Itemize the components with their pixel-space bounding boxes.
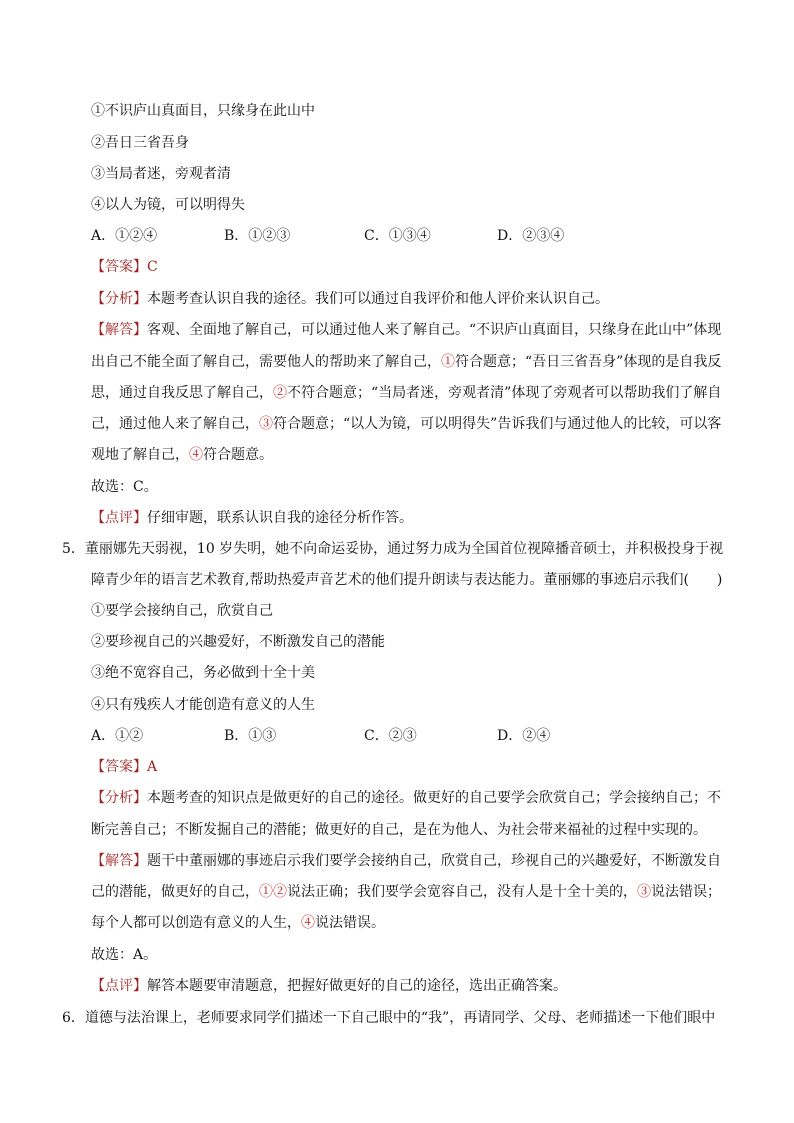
q4-comment — [91, 508, 413, 528]
answer-value: A — [147, 759, 158, 775]
q4-item-2: ②吾日三省吾身 — [91, 135, 189, 151]
solution-text: 符合题意。 — [203, 447, 273, 463]
solution-marker: ④ — [301, 915, 315, 931]
q4-item-1: ①不识庐山真面目，只缘身在此山中 — [91, 103, 315, 119]
q4-analysis — [91, 289, 609, 309]
q5-option-d: D．②④ — [497, 728, 551, 744]
q4-option-a: A．①②④ — [91, 228, 158, 244]
q5-option-c: C．②③ — [364, 728, 417, 744]
solution-text: 符合题意；“吾日三省吾身”体现的是自我反 — [455, 354, 722, 370]
solution-text: 符合题意；“以人为镜，可以明得失”告诉我们与通过他人的比较，可以客 — [273, 416, 722, 432]
q5-item-1: ①要学会接纳自己，欣赏自己 — [91, 603, 273, 619]
analysis-tag: 【分析】 — [91, 790, 147, 806]
solution-marker: ③ — [259, 416, 273, 432]
q5-analysis-line-1 — [91, 788, 721, 808]
solution-text: 每个人都可以创造有意义的人生， — [91, 915, 301, 931]
q5-item-2: ②要珍视自己的兴趣爱好，不断激发自己的潜能 — [91, 634, 385, 650]
q5-solution-line-3 — [91, 913, 385, 933]
q4-choice: 故选：C。 — [91, 479, 158, 495]
q4-option-c: C．①③④ — [364, 228, 431, 244]
analysis-text: 本题考查认识自我的途径。我们可以通过自我评价和他人评价来认识自己。 — [147, 291, 609, 307]
answer-value: C — [147, 259, 158, 275]
comment-tag: 【点评】 — [91, 978, 147, 994]
q4-option-b: B．①②③ — [224, 228, 291, 244]
solution-tag: 【解答】 — [91, 322, 147, 338]
q5-answer — [91, 757, 157, 777]
q5-choice: 故选：A。 — [91, 947, 158, 963]
comment-text: 仔细审题，联系认识自我的途径分析作答。 — [147, 510, 413, 526]
solution-marker: ① — [441, 354, 455, 370]
solution-text: 说法正确；我们要学会宽容自己，没有人是十全十美的， — [287, 884, 637, 900]
comment-tag: 【点评】 — [91, 510, 147, 526]
q4-answer — [91, 257, 158, 277]
q4-solution-line-1 — [91, 320, 721, 340]
solution-marker: ④ — [189, 447, 203, 463]
q5-option-a: A．①② — [91, 728, 144, 744]
q6-stem-line-1: 6．道德与法治课上，老师要求同学们描述一下自己眼中的“我”，再请同学、父母、老师描述一下他们眼中 — [62, 1010, 716, 1026]
q5-comment — [91, 976, 567, 996]
q4-solution-line-4 — [91, 414, 721, 434]
solution-text: 说法错误； — [651, 884, 721, 900]
q5-item-3: ③绝不宽容自己，务必做到十全十美 — [91, 665, 315, 681]
solution-text: 己，通过他人来了解自己， — [91, 416, 259, 432]
q5-stem-line-2: 障青少年的语言艺术教育,帮助热爱声音艺术的他们提升朗读与表达能力。董丽娜的事迹启示我们( ) — [91, 572, 723, 588]
q5-item-4: ④只有残疾人才能创造有意义的人生 — [91, 697, 315, 713]
comment-text: 解答本题要审清题意，把握好做更好的自己的途径，选出正确答案。 — [147, 978, 567, 994]
solution-text: 说法错误。 — [315, 915, 385, 931]
answer-tag: 【答案】 — [91, 759, 147, 775]
q5-option-b: B．①③ — [224, 728, 277, 744]
solution-text: 题干中董丽娜的事迹启示我们要学会接纳自己，欣赏自己，珍视自己的兴趣爱好，不断激发自 — [147, 853, 721, 869]
solution-text: 己的潜能，做更好的自己， — [91, 884, 259, 900]
solution-text: 客观、全面地了解自己，可以通过他人来了解自己。“不识庐山真面目，只缘身在此山中”体现 — [147, 322, 722, 338]
q4-item-4: ④以人为镜，可以明得失 — [91, 197, 245, 213]
analysis-text: 本题考查的知识点是做更好的自己的途径。做更好的自己要学会欣赏自己；学会接纳自己；不 — [147, 790, 721, 806]
q5-solution-line-1 — [91, 851, 721, 871]
q5-analysis-line-2: 断完善自己；不断发掘自己的潜能；做更好的自己，是在为他人、为社会带来福祉的过程中实现的。 — [91, 822, 707, 838]
q5-stem-line-1: 5．董丽娜先天弱视，10 岁失明，她不向命运妥协，通过努力成为全国首位视障播音硕士，并积极投身于视 — [62, 541, 724, 557]
solution-text: 出自己不能全面了解自己，需要他人的帮助来了解自己， — [91, 354, 441, 370]
q4-solution-line-5 — [91, 445, 273, 465]
q4-option-d: D．②③④ — [497, 228, 565, 244]
solution-text: 观地了解自己， — [91, 447, 189, 463]
q5-solution-line-2 — [91, 882, 721, 902]
analysis-tag: 【分析】 — [91, 291, 147, 307]
solution-text: 不符合题意；“当局者迷，旁观者清”体现了旁观者可以帮助我们了解自 — [287, 385, 722, 401]
solution-text: 思，通过自我反思了解自己， — [91, 385, 273, 401]
q4-item-3: ③当局者迷，旁观者清 — [91, 166, 231, 182]
solution-marker: ①② — [259, 884, 287, 900]
answer-tag: 【答案】 — [91, 259, 147, 275]
solution-marker: ③ — [637, 884, 651, 900]
solution-marker: ② — [273, 385, 287, 401]
solution-tag: 【解答】 — [91, 853, 147, 869]
q4-solution-line-2 — [91, 352, 721, 372]
q4-solution-line-3 — [91, 383, 721, 403]
